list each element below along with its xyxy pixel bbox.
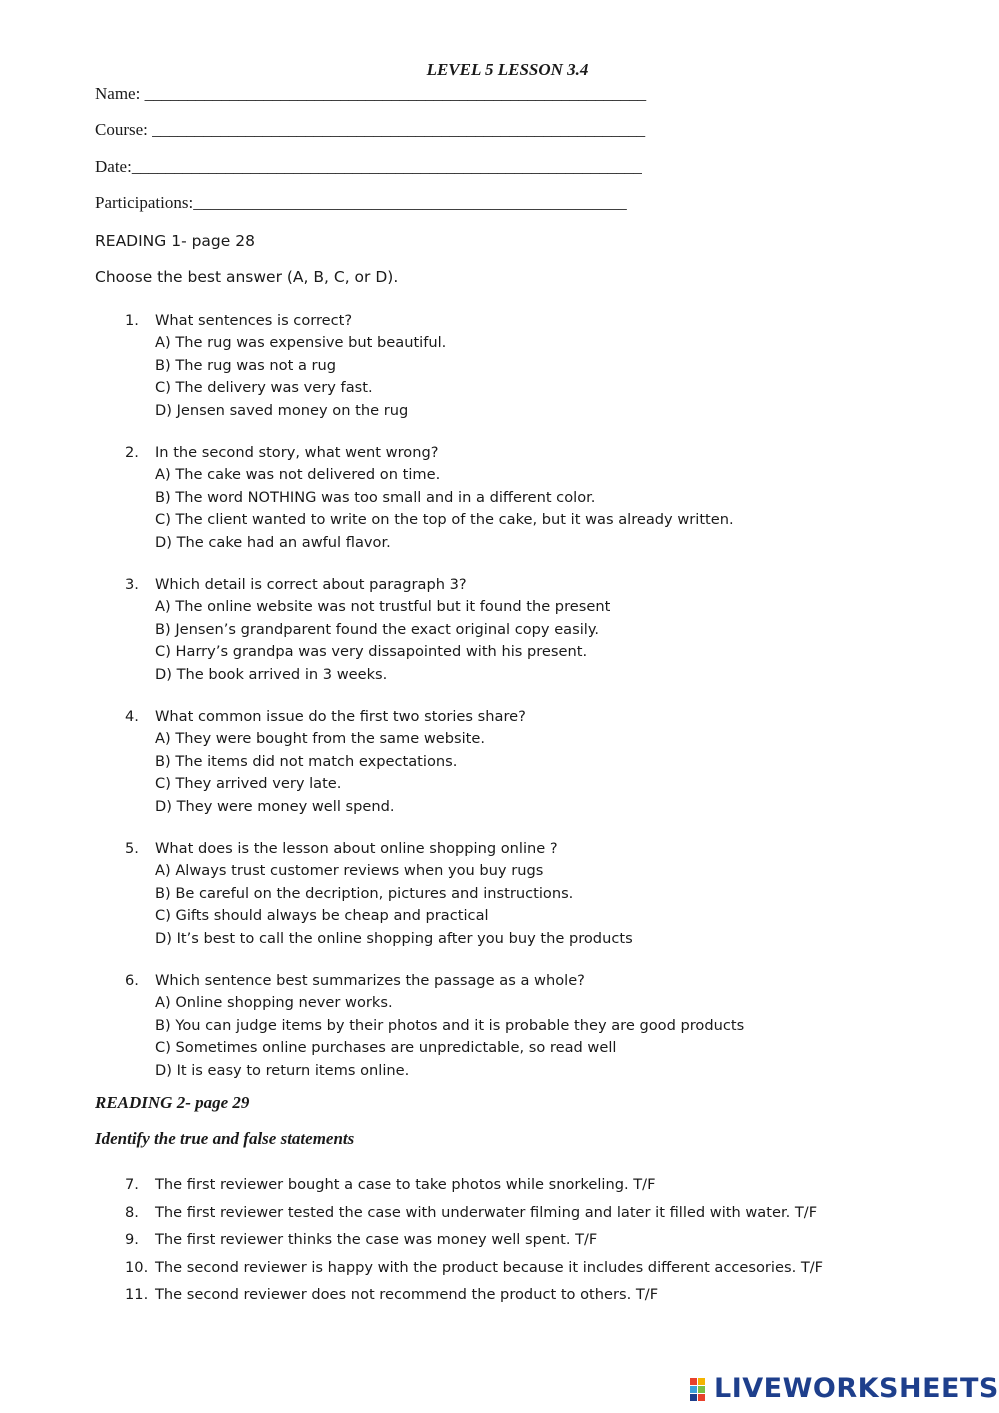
answer-option[interactable]: C) The delivery was very fast. xyxy=(155,379,373,397)
statement-8[interactable] xyxy=(0,1204,999,1224)
statement-10[interactable] xyxy=(0,1259,999,1279)
answer-option[interactable]: B) Jensen’s grandparent found the exact original copy easily. xyxy=(155,620,600,638)
answer-option[interactable]: D) The book arrived in 3 weeks. xyxy=(155,665,388,683)
statement-text: The first reviewer thinks the case was money well spent. T/F xyxy=(155,1231,598,1249)
statement-number: 11. xyxy=(125,1286,149,1304)
answer-option[interactable]: A) The cake was not delivered on time. xyxy=(155,466,441,484)
question-text: What sentences is correct? xyxy=(155,312,353,329)
answer-option[interactable]: B) Be careful on the decription, pictures and instructions. xyxy=(155,884,574,902)
answer-option[interactable]: D) Jensen saved money on the rug xyxy=(155,401,409,419)
answer-option[interactable]: C) Harry’s grandpa was very dissapointed with his present. xyxy=(155,643,588,661)
question-number: 6. xyxy=(125,972,139,989)
statement-text: The first reviewer bought a case to take photos while snorkeling. T/F xyxy=(155,1176,656,1193)
answer-option[interactable]: D) The cake had an awful flavor. xyxy=(155,533,391,551)
logo-text: LIVEWORKSHEETS xyxy=(714,1373,999,1404)
section1-instruction: Choose the best answer (A, B, C, or D). xyxy=(95,268,399,286)
question-number: 2. xyxy=(125,444,139,461)
question-number: 4. xyxy=(125,708,139,725)
answer-option[interactable]: D) It is easy to return items online. xyxy=(155,1061,410,1079)
answer-option[interactable]: B) The word NOTHING was too small and in a different color. xyxy=(155,488,596,506)
statement-number: 8. xyxy=(125,1203,139,1221)
answer-option[interactable]: A) They were bought from the same website. xyxy=(155,730,486,748)
answer-option[interactable]: A) The rug was expensive but beautiful. xyxy=(155,334,447,352)
question-text: Which sentence best summarizes the passage as a whole? xyxy=(155,972,585,989)
answer-option[interactable]: A) Always trust customer reviews when you buy rugs xyxy=(155,862,544,880)
answer-option[interactable]: C) Sometimes online purchases are unpredictable, so read well xyxy=(155,1039,617,1057)
statement-number: 10. xyxy=(125,1258,149,1276)
answer-option[interactable]: D) They were money well spend. xyxy=(155,797,395,815)
section2-title: READING 2- page 29 xyxy=(95,1093,250,1112)
answer-option[interactable]: C) Gifts should always be cheap and practical xyxy=(155,907,489,925)
question-text: What common issue do the first two stories share? xyxy=(155,708,526,725)
question-number: 1. xyxy=(125,312,139,329)
statement-number: 9. xyxy=(125,1231,139,1249)
answer-option[interactable]: B) The items did not match expectations. xyxy=(155,752,458,770)
statement-11[interactable] xyxy=(0,1286,999,1306)
answer-option[interactable]: B) You can judge items by their photos and it is probable they are good products xyxy=(155,1016,745,1034)
statement-text: The second reviewer does not recommend the product to others. T/F xyxy=(155,1286,659,1304)
date-field[interactable]: Date:____________________________________________________________ xyxy=(95,157,642,176)
question-text: Which detail is correct about paragraph 3? xyxy=(155,576,467,593)
participations-field[interactable]: Participations:___________________________________________________ xyxy=(95,193,627,212)
course-field[interactable]: Course: __________________________________________________________ xyxy=(95,120,646,139)
answer-option[interactable]: A) Online shopping never works. xyxy=(155,994,393,1012)
answer-option[interactable]: A) The online website was not trustful but it found the present xyxy=(155,598,611,616)
answer-option[interactable]: D) It’s best to call the online shopping after you buy the products xyxy=(155,929,633,947)
statement-text: The second reviewer is happy with the product because it includes different accesories. T/F xyxy=(155,1258,824,1276)
question-number: 5. xyxy=(125,840,139,857)
statement-9[interactable] xyxy=(0,1231,999,1251)
name-field[interactable]: Name: ___________________________________________________________ xyxy=(95,84,647,103)
liveworksheets-logo xyxy=(690,1373,999,1405)
worksheet-title: LEVEL 5 LESSON 3.4 xyxy=(426,60,589,79)
question-number: 3. xyxy=(125,576,139,593)
answer-option[interactable]: B) The rug was not a rug xyxy=(155,356,337,374)
statement-number: 7. xyxy=(125,1176,139,1193)
statement-7[interactable] xyxy=(0,1176,999,1196)
statement-text: The first reviewer tested the case with underwater filming and later it filled with water. T/F xyxy=(155,1203,818,1221)
answer-option[interactable]: C) The client wanted to write on the top of the cake, but it was already written. xyxy=(155,511,734,529)
question-text: In the second story, what went wrong? xyxy=(155,444,439,461)
section1-title: READING 1- page 28 xyxy=(95,232,255,250)
logo-blocks-icon xyxy=(690,1378,712,1402)
answer-option[interactable]: C) They arrived very late. xyxy=(155,775,342,793)
section2-instruction: Identify the true and false statements xyxy=(95,1129,355,1148)
question-text: What does is the lesson about online shopping online ? xyxy=(155,840,558,857)
